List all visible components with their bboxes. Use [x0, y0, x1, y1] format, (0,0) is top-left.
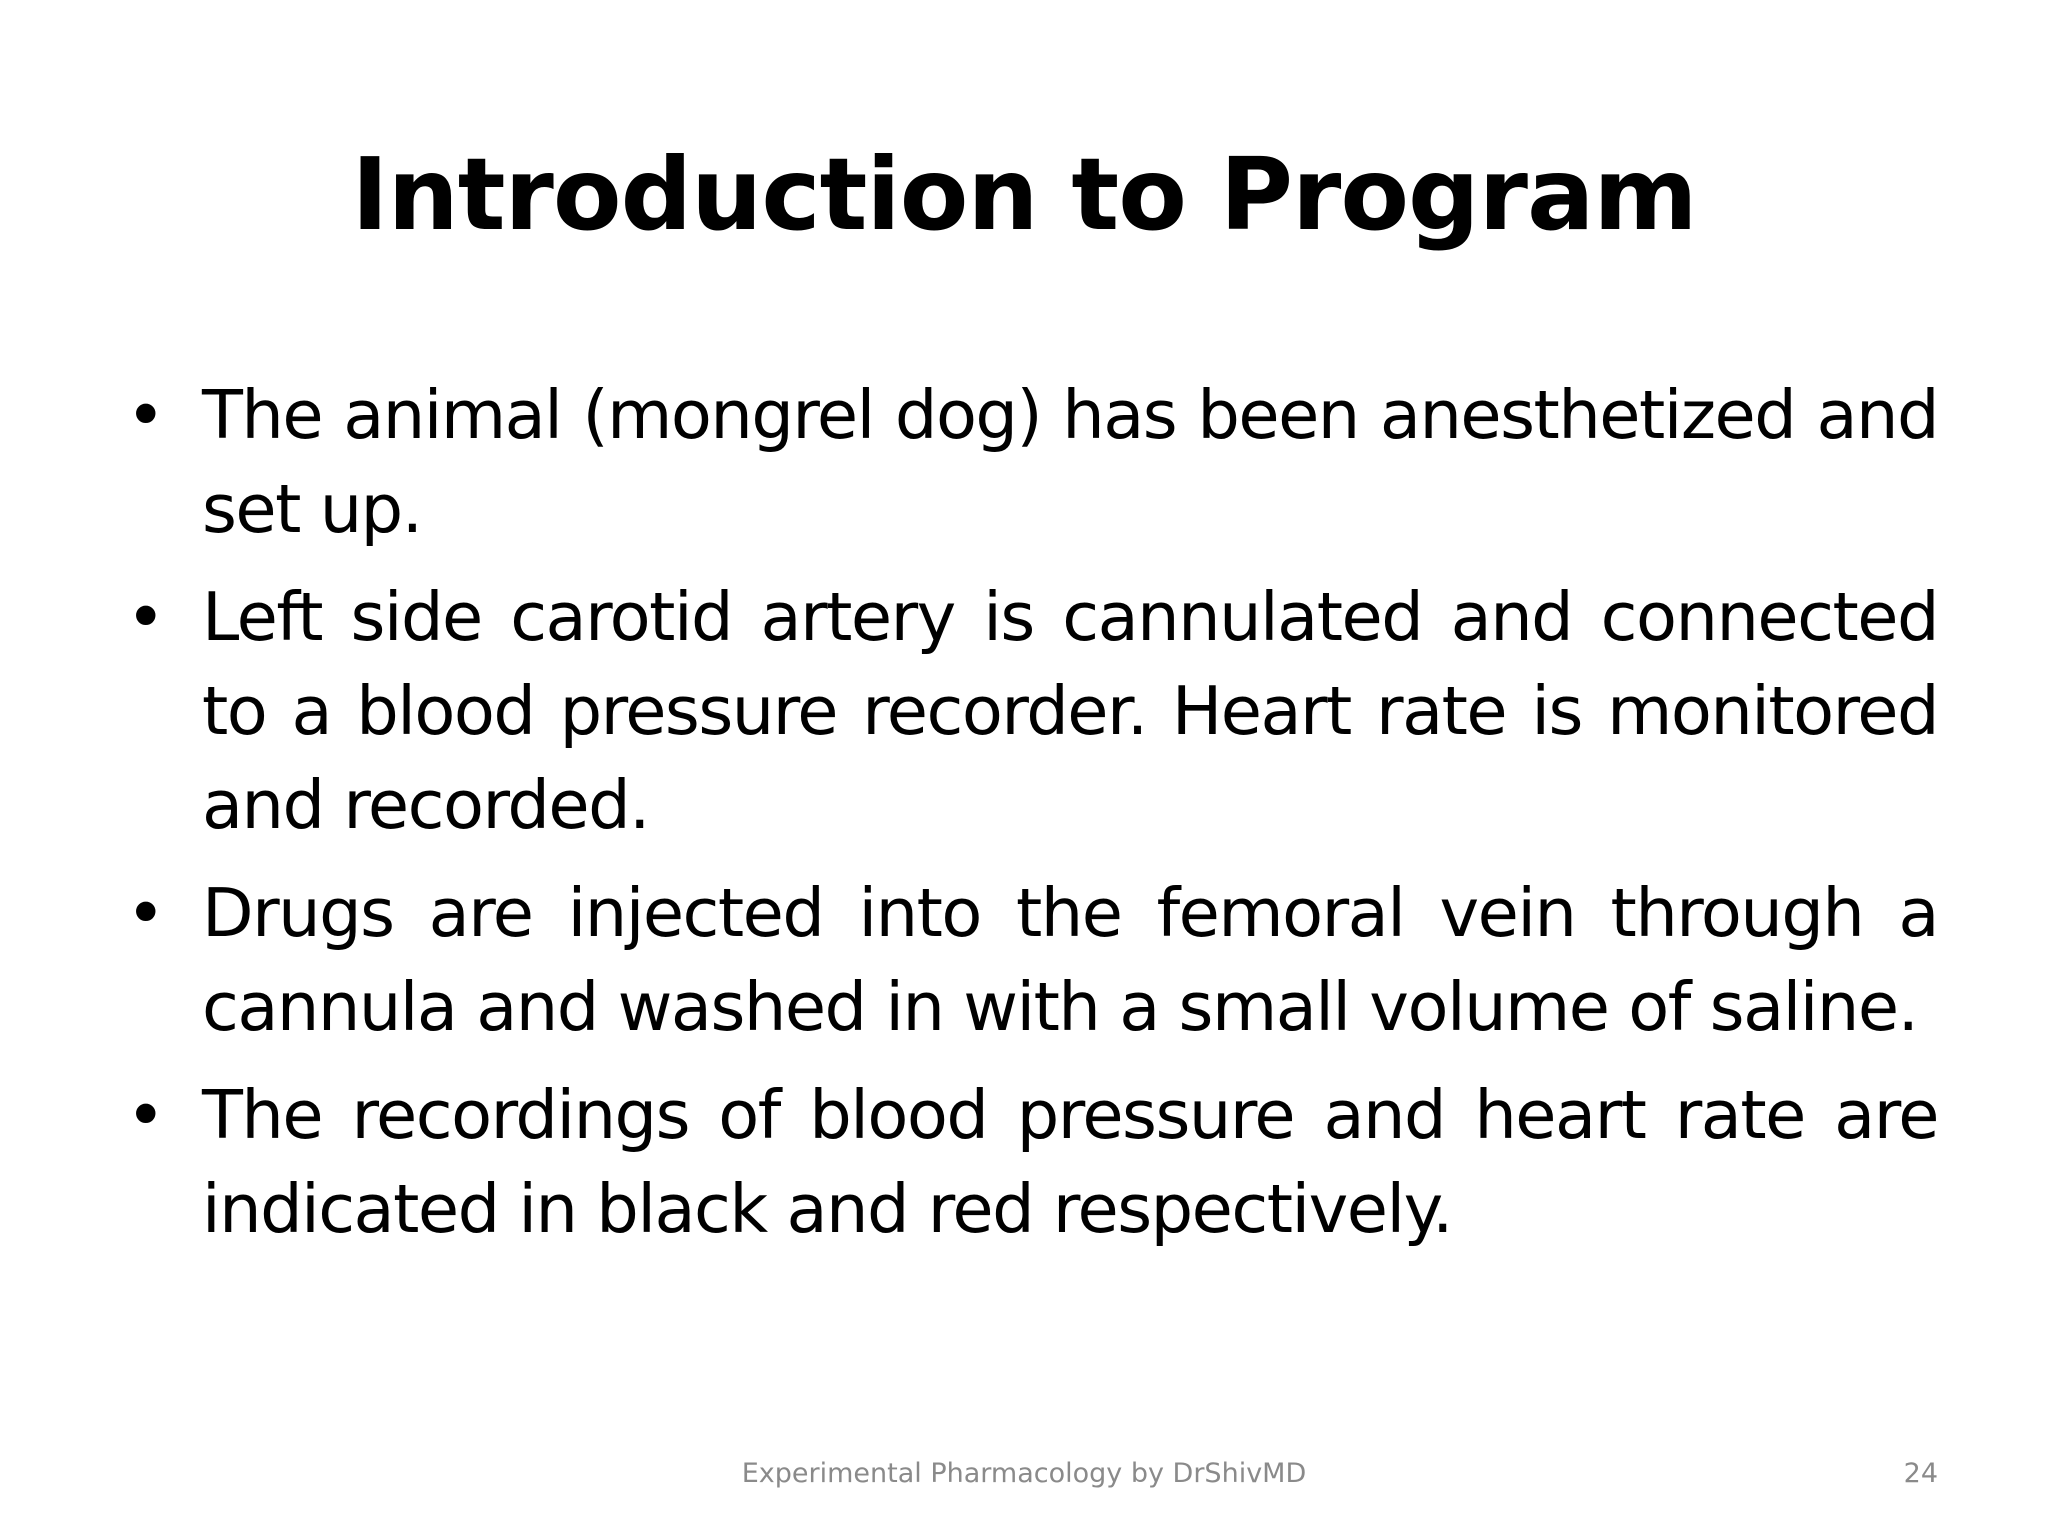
- bullet-text: The recordings of blood pressure and heart rate are indicated in black and red respectively.: [202, 1076, 1938, 1248]
- bullet-item: [120, 368, 1938, 556]
- slide-title: Introduction to Program: [351, 136, 1697, 253]
- bullet-text: Left side carotid artery is cannulated and connected to a blood pressure recorder. Heart rate is monitored and recorded.: [202, 578, 1938, 844]
- bullet-item: [120, 866, 1938, 1054]
- bullet-icon: •: [126, 376, 165, 454]
- bullet-item: [120, 1068, 1938, 1256]
- slide-footer: Experimental Pharmacology by DrShivMD: [741, 1458, 1307, 1489]
- page-number: 24: [1903, 1458, 1938, 1489]
- bullet-icon: •: [126, 578, 165, 656]
- bullet-list: [120, 368, 1938, 1270]
- bullet-text: Drugs are injected into the femoral vein through a cannula and washed in with a small volume of saline.: [202, 874, 1938, 1046]
- bullet-icon: •: [126, 1076, 165, 1154]
- bullet-item: [120, 570, 1938, 852]
- bullet-text: The animal (mongrel dog) has been anesthetized and set up.: [202, 376, 1938, 548]
- bullet-icon: •: [126, 874, 165, 952]
